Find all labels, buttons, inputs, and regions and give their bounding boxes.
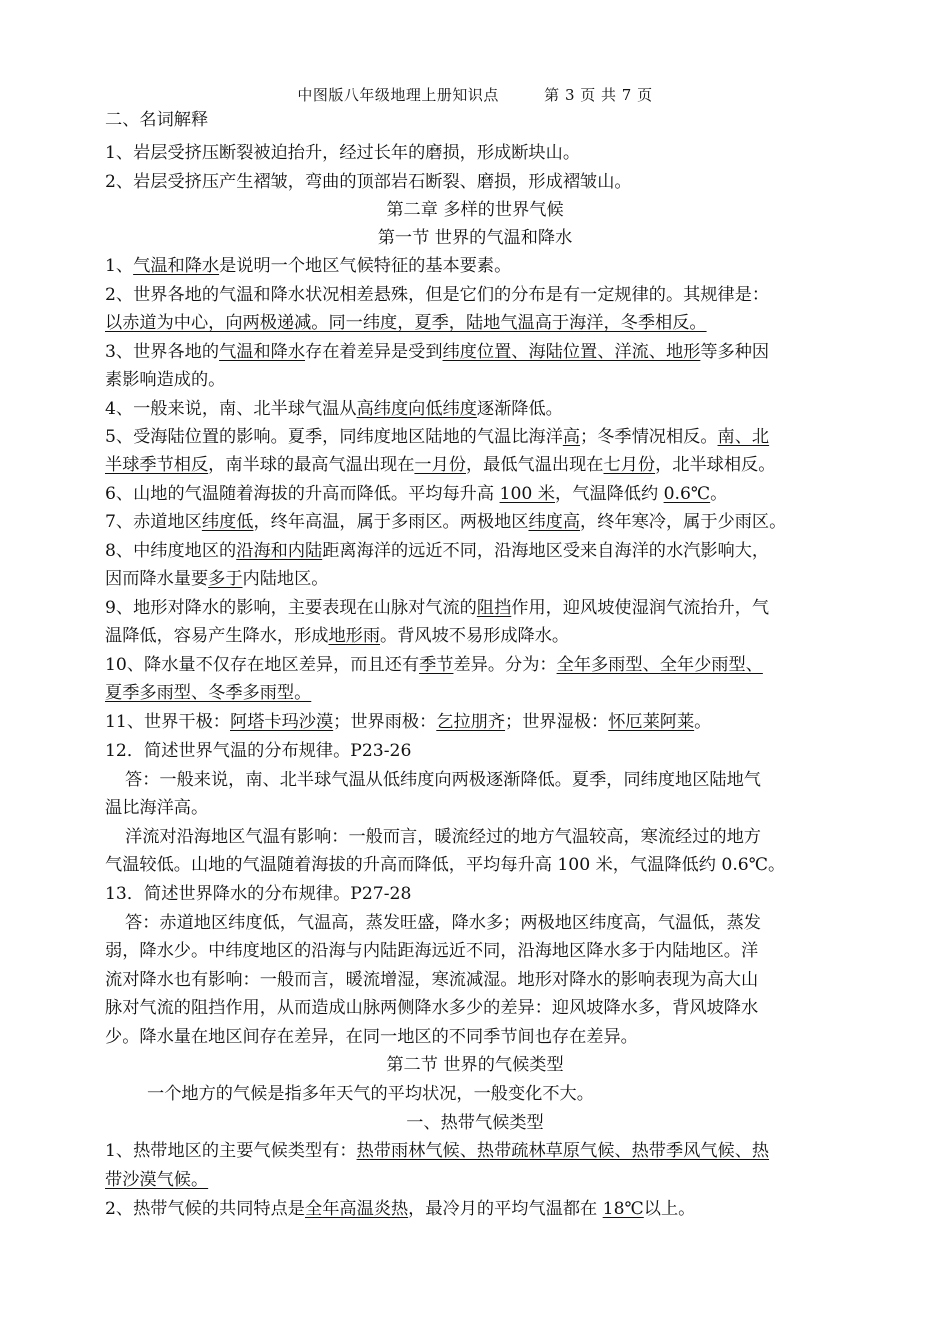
text-line: 2、热带气候的共同特点是全年高温炎热，最冷月的平均气温都在 18℃以上。 [105, 1199, 696, 1219]
text-line: 4、一般来说，南、北半球气温从高纬度向低纬度逐渐降低。 [105, 399, 563, 419]
text-line: 6、山地的气温随着海拔的升高而降低。平均每升高 100 米，气温降低约 0.6℃。 [105, 484, 728, 504]
text-line: 7、赤道地区纬度低，终年高温，属于多雨区。两极地区纬度高，终年寒冷，属于少雨区。 [105, 512, 787, 532]
chapter-title: 第二章 多样的世界气候 [386, 200, 564, 220]
answer-line: 答：一般来说，南、北半球气温从低纬度向两极逐渐降低。夏季，同纬度地区陆地气 [125, 770, 761, 790]
text-line: 3、世界各地的气温和降水存在着差异是受到纬度位置、海陆位置、洋流、地形等多种因 [105, 342, 770, 362]
subsection-title: 一、热带气候类型 [406, 1113, 544, 1133]
text-line: 一个地方的气候是指多年天气的平均状况，一般变化不大。 [147, 1084, 594, 1104]
text-line: 2、世界各地的气温和降水状况相差悬殊，但是它们的分布是有一定规律的。其规律是： [105, 285, 770, 305]
answer-line: 温比海洋高。 [105, 798, 209, 818]
text-line: 11、世界干极：阿塔卡玛沙漠；世界雨极：乞拉朋齐；世界湿极：怀厄莱阿莱。 [105, 712, 712, 732]
answer-line: 脉对气流的阻挡作用，从而造成山脉两侧降水多少的差异：迎风坡降水多，背风坡降水 [105, 998, 759, 1018]
text-line: 半球季节相反，南半球的最高气温出现在一月份，最低气温出现在七月份，北半球相反。 [105, 455, 776, 475]
text-line: 2、岩层受挤压产生褶皱，弯曲的顶部岩石断裂、磨损，形成褶皱山。 [105, 172, 632, 192]
answer-line: 弱，降水少。中纬度地区的沿海与内陆距海远近不同，沿海地区降水多于内陆地区。洋 [105, 941, 759, 961]
answer-line: 流对降水也有影响：一般而言，暖流增湿，寒流减湿。地形对降水的影响表现为高大山 [105, 970, 759, 990]
section-title: 第二节 世界的气候类型 [386, 1055, 564, 1075]
answer-line: 气温较低。山地的气温随着海拔的升高而降低，平均每升高 100 米，气温降低约 0.6℃。 [105, 855, 786, 875]
text-line: 1、气温和降水是说明一个地区气候特征的基本要素。 [105, 256, 512, 276]
section-title: 第一节 世界的气温和降水 [377, 228, 573, 248]
text-line: 1、热带地区的主要气候类型有：热带雨林气候、热带疏林草原气候、热带季风气候、热 [105, 1141, 770, 1161]
answer-line: 洋流对沿海地区气温有影响：一般而言，暖流经过的地方气温较高，寒流经过的地方 [125, 827, 761, 847]
answer-line: 少。降水量在地区间存在差异，在同一地区的不同季节间也存在差异。 [105, 1027, 638, 1047]
text-line: 夏季多雨型、冬季多雨型。 [105, 683, 312, 703]
text-line: 1、岩层受挤压断裂被迫抬升，经过长年的磨损，形成断块山。 [105, 143, 581, 163]
text-line: 温降低，容易产生降水，形成地形雨。背风坡不易形成降水。 [105, 626, 570, 646]
text-line: 10、降水量不仅存在地区差异，而且还有季节差异。分为：全年多雨型、全年少雨型、 [105, 655, 763, 675]
text-line: 5、受海陆位置的影响。夏季，同纬度地区陆地的气温比海洋高；冬季情况相反。南、北 [105, 427, 770, 447]
answer-line: 答：赤道地区纬度低，气温高，蒸发旺盛，降水多；两极地区纬度高，气温低，蒸发 [125, 913, 761, 933]
document-title: 中图版八年级地理上册知识点 [297, 86, 499, 104]
text-line: 8、中纬度地区的沿海和内陆距离海洋的远近不同，沿海地区受来自海洋的水汽影响大， [105, 541, 770, 561]
text-line: 9、地形对降水的影响，主要表现在山脉对气流的阻挡作用，迎风坡使湿润气流抬升，气 [105, 598, 770, 618]
section-heading-terms: 二、名词解释 [105, 110, 209, 130]
text-line: 素影响造成的。 [105, 370, 226, 390]
page-number: 第 3 页 共 7 页 [544, 86, 653, 104]
question-heading: 13．简述世界降水的分布规律。P27-28 [105, 884, 412, 904]
text-line: 因而降水量要多于内陆地区。 [105, 569, 329, 589]
page-header [0, 84, 950, 105]
text-line: 带沙漠气候。 [105, 1170, 209, 1190]
question-heading: 12．简述世界气温的分布规律。P23-26 [105, 741, 412, 761]
text-line: 以赤道为中心，向两极递减。同一纬度，夏季，陆地气温高于海洋，冬季相反。 [105, 313, 707, 333]
